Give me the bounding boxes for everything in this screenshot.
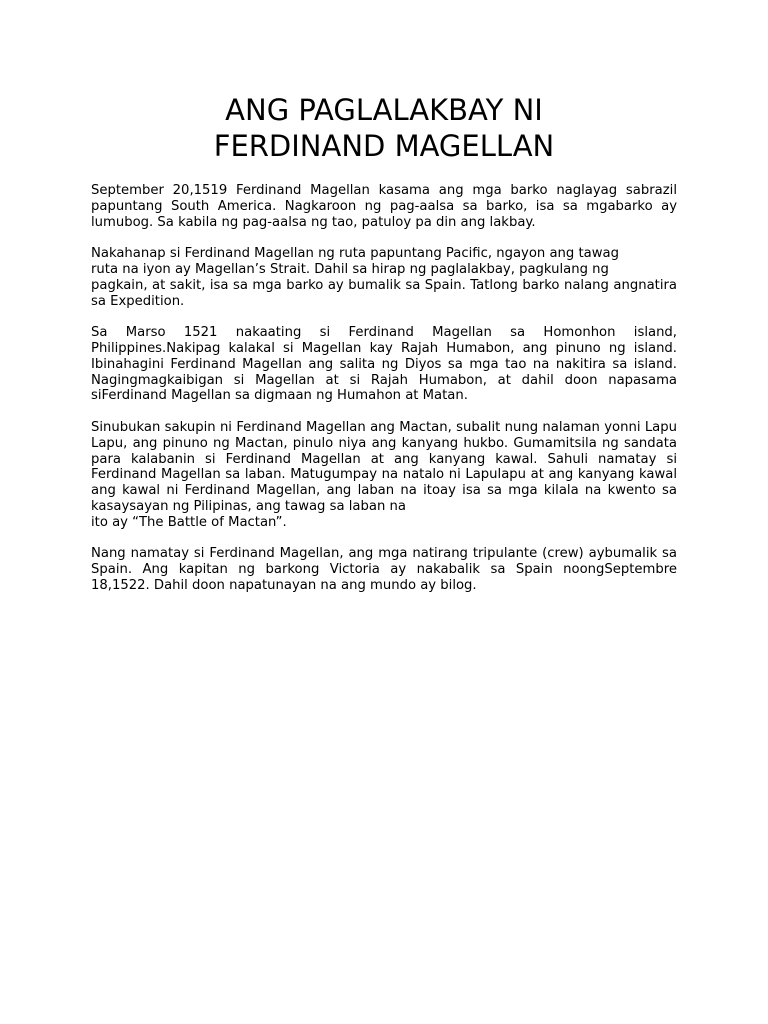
paragraph-line: Ferdinand Magellan sa laban. Matugumpay na natalo ni Lapulapu at ang kanyang kawal (91, 467, 677, 483)
paragraph-line: September 20,1519 Ferdinand Magellan kasama ang mga barko naglayag sabrazil (91, 183, 677, 198)
paragraph-line: siFerdinand Magellan sa digmaan ng Humahon at Matan. (91, 388, 468, 404)
paragraph-line: papuntang South America. Nagkaroon ng pag-aalsa sa barko, isa sa mgabarko ay (91, 198, 677, 214)
title-line-1: ANG PAGLALAKBAY NI (225, 93, 543, 127)
title-line-2: FERDINAND MAGELLAN (213, 129, 555, 163)
paragraph-line: Nang namatay si Ferdinand Magellan, ang mga natirang tripulante (crew) aybumalik sa (91, 546, 677, 562)
paragraph-line: Nagingmagkaibigan si Magellan at si Rajah Humabon, at dahil doon napasama (91, 372, 677, 388)
paragraph-line: Sa Marso 1521 nakaating si Ferdinand Magellan sa Homonhon island, (91, 325, 677, 341)
paragraph-3 (91, 325, 677, 404)
paragraph-line: 18,1522. Dahil doon napatunayan na ang mundo ay bilog. (91, 577, 477, 593)
paragraph-line: lumubog. Sa kabila ng pag-aalsa ng tao, patuloy pa din ang lakbay. (91, 214, 536, 230)
paragraph-line: ito ay “The Battle of Mactan”. (91, 514, 287, 530)
paragraph-line: Nakahanap si Ferdinand Magellan ng ruta papuntang Pacific, ngayon ang tawag (91, 246, 619, 262)
paragraph-line: ang kawal ni Ferdinand Magellan, ang laban na itoay isa sa mga kilala na kwento sa (91, 483, 677, 499)
document-title (0, 92, 768, 164)
paragraph-4 (91, 420, 677, 531)
paragraph-2 (91, 246, 677, 309)
paragraph-line: Philippines.Nakipag kalakal si Magellan kay Rajah Humabon, ang pinuno ng island. (91, 340, 677, 356)
paragraph-line: kasaysayan ng Pilipinas, ang tawag sa laban na (91, 498, 406, 514)
paragraph-line: Ibinahagini Ferdinand Magellan ang salita ng Diyos sa mga tao na nakitira sa island. (91, 356, 677, 372)
paragraph-line: ruta na iyon ay Magellan’s Strait. Dahil sa hirap ng paglalakbay, pagkulang ng (91, 261, 609, 277)
paragraph-line: sa Expedition. (91, 293, 185, 309)
paragraph-line: Lapu, ang pinuno ng Mactan, pinulo niya ang kanyang hukbo. Gumamitsila ng sandata (91, 435, 677, 451)
paragraph-line: Spain. Ang kapitan ng barkong Victoria ay nakabalik sa Spain noongSeptembre (91, 562, 677, 578)
paragraph-line: para kalabanin si Ferdinand Magellan at ang kanyang kawal. Sahuli namatay si (91, 451, 677, 467)
paragraph-line: Sinubukan sakupin ni Ferdinand Magellan ang Mactan, subalit nung nalaman yonni Lapu (91, 419, 677, 435)
paragraph-5 (91, 546, 677, 593)
paragraph-1 (91, 183, 677, 230)
paragraph-line: pagkain, at sakit, isa sa mga barko ay bumalik sa Spain. Tatlong barko nalang angnatira (91, 277, 677, 293)
document-body (91, 183, 677, 610)
